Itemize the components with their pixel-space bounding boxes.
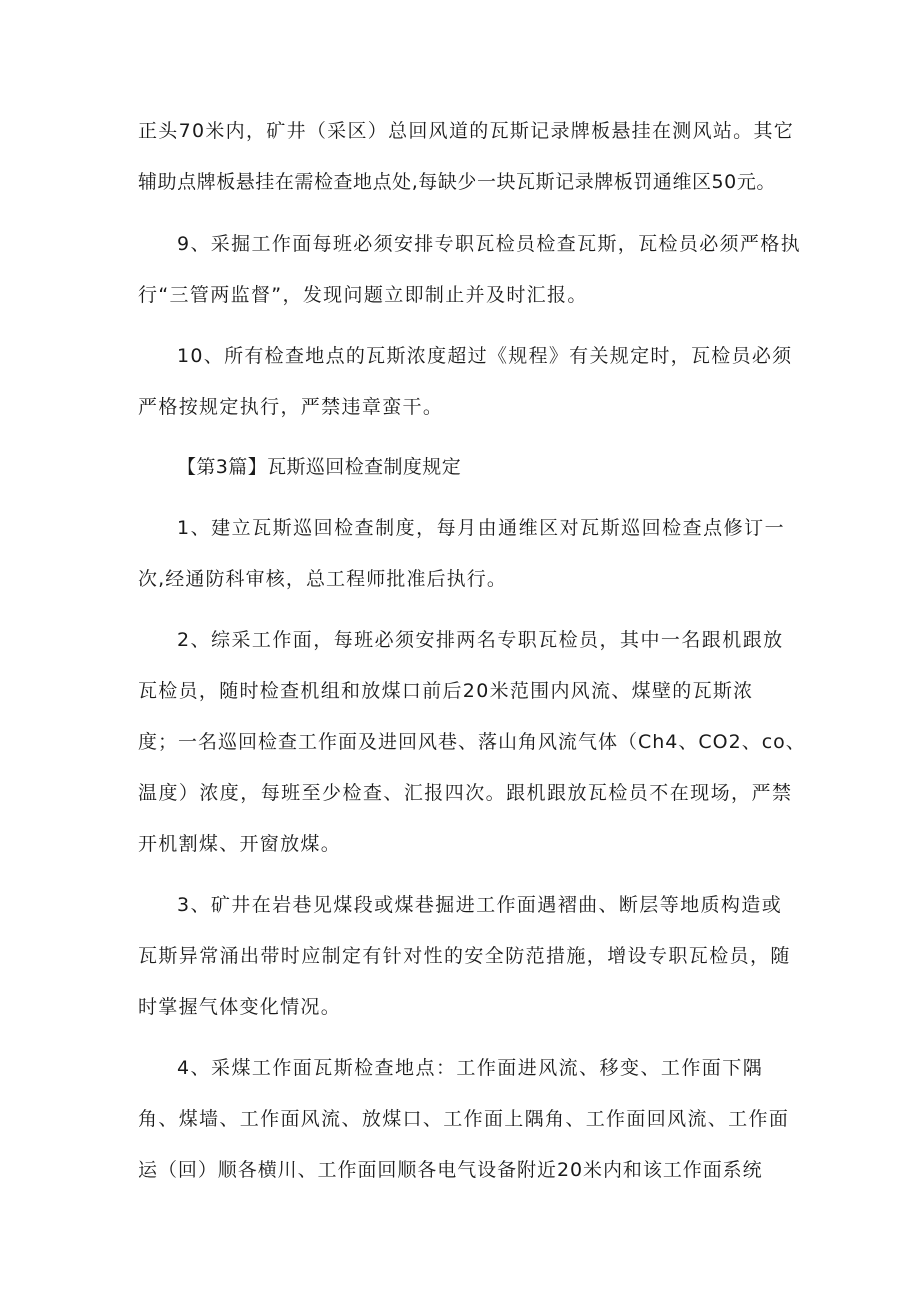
text-line: 辅助点牌板悬挂在需检查地点处,每缺少一块瓦斯记录牌板罚通维区50元。 <box>138 171 776 193</box>
text-line: 温度）浓度，每班至少检查、汇报四次。跟机跟放瓦检员不在现场，严禁 <box>138 782 793 804</box>
text-line: 度；一名巡回检查工作面及进回风巷、落山角风流气体（Ch4、CO2、co、 <box>138 731 806 753</box>
text-line: 开机割煤、开窗放煤。 <box>138 833 342 855</box>
text-line: 时掌握气体变化情况。 <box>138 996 342 1018</box>
paragraph-2-start: 2、综采工作面，每班必须安排两名专职瓦检员，其中一名跟机跟放 <box>177 629 784 651</box>
paragraph-10-start: 10、所有检查地点的瓦斯浓度超过《规程》有关规定时，瓦检员必须 <box>177 345 793 367</box>
paragraph-4-start: 4、采煤工作面瓦斯检查地点：工作面进风流、移变、工作面下隅 <box>177 1057 764 1079</box>
text-line: 角、煤墙、工作面风流、放煤口、工作面上隅角、工作面回风流、工作面 <box>138 1108 790 1130</box>
paragraph-9-start: 9、采掘工作面每班必须安排专职瓦检员检查瓦斯，瓦检员必须严格执 <box>177 233 801 255</box>
section-heading: 【第3篇】瓦斯巡回检查制度规定 <box>177 456 462 478</box>
text-line: 次,经通防科审核，总工程师批准后执行。 <box>138 568 507 590</box>
paragraph-1-start: 1、建立瓦斯巡回检查制度，每月由通维区对瓦斯巡回检查点修订一 <box>177 517 786 539</box>
text-line: 严格按规定执行，严禁违章蛮干。 <box>138 396 444 418</box>
text-line: 行“三管两监督”，发现问题立即制止并及时汇报。 <box>138 284 588 306</box>
text-line: 瓦检员，随时检查机组和放煤口前后20米范围内风流、煤壁的瓦斯浓 <box>138 680 754 702</box>
paragraph-3-start: 3、矿井在岩巷见煤段或煤巷掘进工作面遇褶曲、断层等地质构造或 <box>177 894 783 916</box>
text-line: 瓦斯异常涌出带时应制定有针对性的安全防范措施，增设专职瓦检员，随 <box>138 945 791 967</box>
text-line: 运（回）顺各横川、工作面回顺各电气设备附近20米内和该工作面系统 <box>138 1159 763 1181</box>
text-line: 正头70米内，矿井（采区）总回风道的瓦斯记录牌板悬挂在测风站。其它 <box>138 120 795 142</box>
